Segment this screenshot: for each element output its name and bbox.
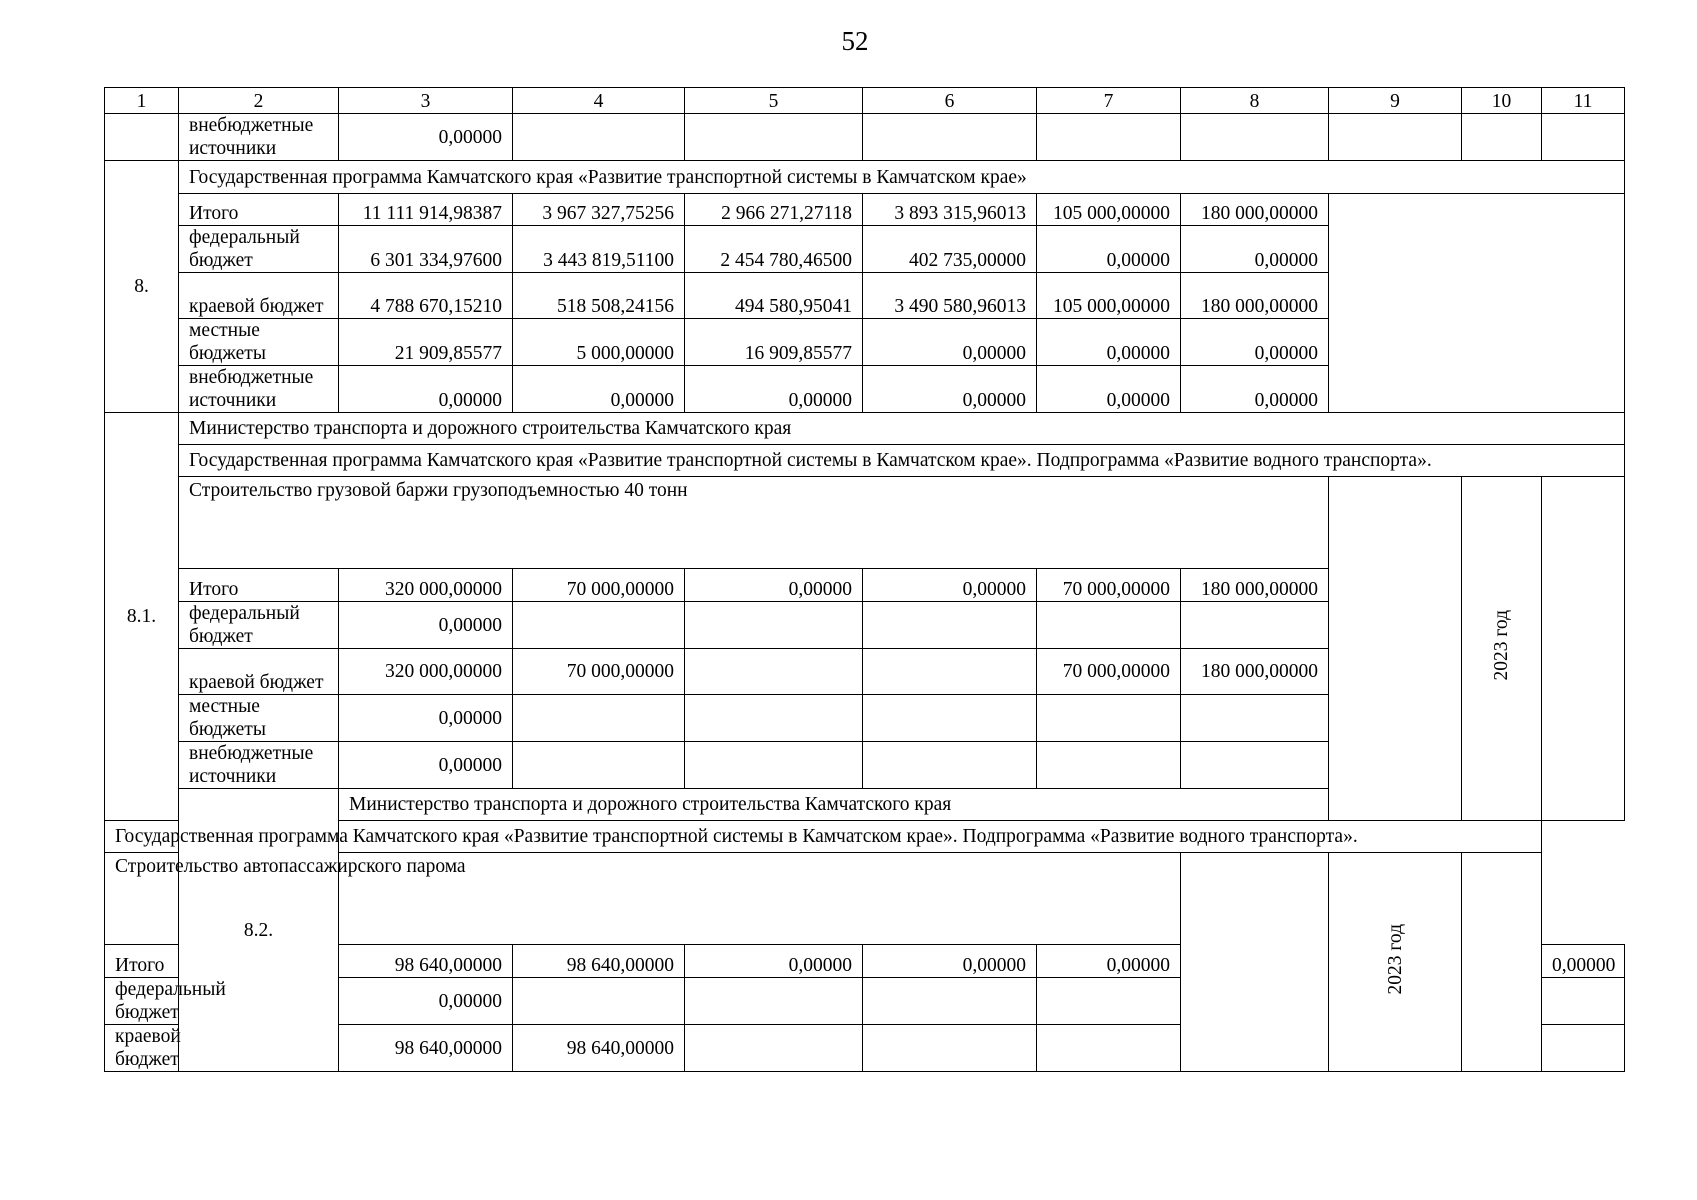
amount-cell: 4 788 670,15210: [339, 273, 513, 319]
amount-cell: 180 000,00000: [1181, 569, 1329, 602]
funding-source: внебюджетные источники: [179, 114, 339, 161]
budget-table: [104, 87, 1625, 1072]
program-title: Государственная программа Камчатского края «Развитие транспортной системы в Камчатском крае». Подпрограмма «Развитие водного транспорта».: [105, 821, 1542, 853]
amount-cell: 11 111 914,98387: [339, 194, 513, 226]
amount-cell: 0,00000: [863, 319, 1037, 366]
row-index: 8.1.: [105, 413, 179, 821]
column-header: 10: [1462, 88, 1542, 114]
ministry-title: Министерство транспорта и дорожного строительства Камчатского края: [339, 789, 1625, 821]
funding-source: внебюджетные источники: [179, 366, 339, 413]
section-8-2-ministry-row: [105, 789, 1625, 821]
amount-cell: 16 909,85577: [685, 319, 863, 366]
column-header: 5: [685, 88, 863, 114]
amount-cell: 0,00000: [339, 366, 513, 413]
amount-cell: 518 508,24156: [513, 273, 685, 319]
amount-cell: 0,00000: [685, 569, 863, 602]
column-header-row: [105, 88, 1625, 114]
amount-cell: 105 000,00000: [1037, 273, 1181, 319]
amount-cell: 0,00000: [513, 366, 685, 413]
amount-cell: [1037, 602, 1181, 649]
amount-cell: 3 443 819,51100: [513, 226, 685, 273]
funding-source: краевой бюджет: [105, 1025, 179, 1072]
funding-source: Итого: [105, 945, 179, 978]
amount-cell: 0,00000: [1542, 945, 1625, 978]
amount-cell: 0,00000: [685, 945, 863, 978]
amount-cell: 0,00000: [685, 366, 863, 413]
column-header: 8: [1181, 88, 1329, 114]
program-title: Государственная программа Камчатского края «Развитие транспортной системы в Камчатском крае». Подпрограмма «Развитие водного транспорта».: [179, 445, 1625, 477]
amount-cell: 3 490 580,96013: [863, 273, 1037, 319]
amount-cell: 3 967 327,75256: [513, 194, 685, 226]
amount-cell: 180 000,00000: [1181, 649, 1329, 695]
amount-cell: [513, 742, 685, 789]
amount-cell: [685, 695, 863, 742]
amount-cell: 21 909,85577: [339, 319, 513, 366]
amount-cell: [863, 695, 1037, 742]
column-header: 2: [179, 88, 339, 114]
amount-cell: 70 000,00000: [1037, 649, 1181, 695]
amount-cell: 0,00000: [863, 569, 1037, 602]
amount-cell: [1037, 742, 1181, 789]
amount-cell: 320 000,00000: [339, 569, 513, 602]
column-header: 6: [863, 88, 1037, 114]
amount-cell: 494 580,95041: [685, 273, 863, 319]
completion-year: 2023 год: [1491, 610, 1512, 681]
column-header: 7: [1037, 88, 1181, 114]
amount-cell: 6 301 334,97600: [339, 226, 513, 273]
amount-cell: [513, 978, 685, 1025]
section-8-1-ministry-row: [105, 413, 1625, 445]
funding-source: краевой бюджет: [179, 649, 339, 695]
amount-cell: [863, 602, 1037, 649]
amount-cell: [513, 602, 685, 649]
amount-cell: 0,00000: [1037, 945, 1181, 978]
completion-year: 2023 год: [1384, 923, 1406, 995]
row-index: 8.2.: [179, 789, 339, 1072]
table-row: [105, 114, 1625, 161]
project-title: Строительство грузовой баржи грузоподъемностью 40 тонн: [179, 477, 1329, 569]
project-title: Строительство автопассажирского парома: [105, 853, 1181, 945]
ministry-title: Министерство транспорта и дорожного строительства Камчатского края: [179, 413, 1625, 445]
amount-cell: [1037, 978, 1181, 1025]
amount-cell: 0,00000: [863, 945, 1037, 978]
amount-cell: [863, 742, 1037, 789]
amount-cell: 0,00000: [1181, 319, 1329, 366]
amount-cell: [863, 1025, 1037, 1072]
amount-cell: [685, 742, 863, 789]
amount-cell: 320 000,00000: [339, 649, 513, 695]
amount-cell: 0,00000: [863, 366, 1037, 413]
amount-cell: [863, 649, 1037, 695]
amount-cell: 70 000,00000: [1037, 569, 1181, 602]
amount-cell: 70 000,00000: [513, 649, 685, 695]
amount-cell: [1542, 1025, 1625, 1072]
amount-cell: 0,00000: [1181, 366, 1329, 413]
amount-cell: [685, 978, 863, 1025]
program-title: Государственная программа Камчатского края «Развитие транспортной системы в Камчатском крае»: [179, 161, 1625, 194]
amount-cell: 402 735,00000: [863, 226, 1037, 273]
amount-cell: [1542, 978, 1625, 1025]
row-index: 8.: [105, 161, 179, 413]
funding-source: федеральный бюджет: [179, 226, 339, 273]
amount-cell: 0,00000: [339, 114, 513, 161]
funding-source: местные бюджеты: [179, 695, 339, 742]
amount-cell: 98 640,00000: [339, 945, 513, 978]
funding-source: федеральный бюджет: [105, 978, 179, 1025]
amount-cell: 0,00000: [339, 695, 513, 742]
amount-cell: 98 640,00000: [513, 945, 685, 978]
section-8-program-row: [105, 161, 1625, 194]
amount-cell: 0,00000: [339, 602, 513, 649]
funding-source: местные бюджеты: [179, 319, 339, 366]
page-number: 52: [841, 26, 869, 56]
column-header: 9: [1329, 88, 1462, 114]
amount-cell: [1181, 742, 1329, 789]
amount-cell: 180 000,00000: [1181, 194, 1329, 226]
column-header: 1: [105, 88, 179, 114]
amount-cell: 180 000,00000: [1181, 273, 1329, 319]
funding-source: внебюджетные источники: [179, 742, 339, 789]
amount-cell: 2 966 271,27118: [685, 194, 863, 226]
amount-cell: 98 640,00000: [513, 1025, 685, 1072]
amount-cell: 0,00000: [1037, 366, 1181, 413]
funding-source: Итого: [179, 569, 339, 602]
amount-cell: [685, 649, 863, 695]
amount-cell: 0,00000: [1181, 226, 1329, 273]
amount-cell: 98 640,00000: [339, 1025, 513, 1072]
funding-source: краевой бюджет: [179, 273, 339, 319]
funding-source: Итого: [179, 194, 339, 226]
amount-cell: 0,00000: [1037, 226, 1181, 273]
amount-cell: [1181, 695, 1329, 742]
amount-cell: 0,00000: [1037, 319, 1181, 366]
amount-cell: 70 000,00000: [513, 569, 685, 602]
amount-cell: 0,00000: [339, 978, 513, 1025]
column-header: 11: [1542, 88, 1625, 114]
amount-cell: [1037, 1025, 1181, 1072]
amount-cell: 5 000,00000: [513, 319, 685, 366]
amount-cell: [1037, 695, 1181, 742]
amount-cell: [863, 978, 1037, 1025]
amount-cell: [685, 1025, 863, 1072]
amount-cell: [513, 695, 685, 742]
amount-cell: 2 454 780,46500: [685, 226, 863, 273]
column-header: 3: [339, 88, 513, 114]
funding-source: федеральный бюджет: [179, 602, 339, 649]
amount-cell: 0,00000: [339, 742, 513, 789]
amount-cell: [685, 602, 863, 649]
table-row: [105, 194, 1625, 226]
amount-cell: [1181, 602, 1329, 649]
column-header: 4: [513, 88, 685, 114]
amount-cell: 3 893 315,96013: [863, 194, 1037, 226]
amount-cell: 105 000,00000: [1037, 194, 1181, 226]
